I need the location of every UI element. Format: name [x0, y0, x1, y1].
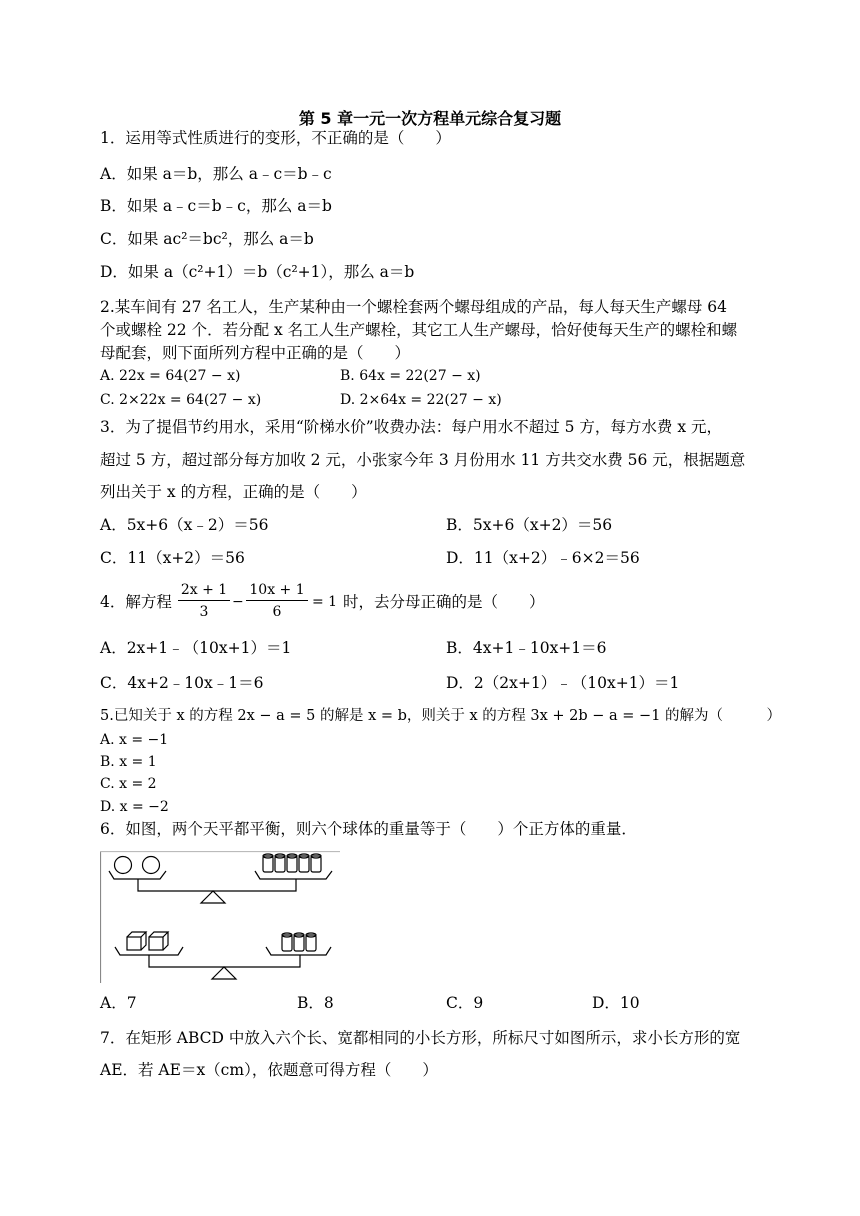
q4-stem-suffix: 时，去分母正确的是（ ） — [343, 593, 545, 611]
q4-fraction1-bar — [178, 600, 230, 601]
q5-option-b: B. x = 1 — [100, 754, 157, 770]
q2-option-b: B. 64x = 22(27 − x) — [340, 368, 481, 384]
q2-stem-line2: 个或螺栓 22 个．若分配 x 名工人生产螺栓，其它工人生产螺母，恰好使每天生产的螺栓和螺 — [100, 321, 738, 339]
q3-option-a: A．5x+6（x﹣2）＝56 — [100, 516, 269, 534]
q3-option-b: B．5x+6（x+2）＝56 — [446, 516, 613, 534]
q4-minus-sign: − — [232, 594, 244, 610]
q4-fraction1-denominator: 3 — [199, 604, 209, 620]
q5-option-a: A. x = −1 — [100, 732, 169, 748]
q3-option-d: D．11（x+2）﹣6×2＝56 — [446, 549, 640, 567]
q1-stem: 1．运用等式性质进行的变形，不正确的是（ ） — [100, 129, 451, 147]
q6-option-d: D．10 — [592, 994, 640, 1012]
q7-stem-line2: AE．若 AE＝x（cm），依题意可得方程（ ） — [100, 1061, 438, 1079]
q4-option-d: D．2（2x+1）﹣（10x+1）＝1 — [446, 674, 680, 692]
q4-fraction1-numerator: 2x + 1 — [180, 582, 228, 598]
q3-stem-line2: 超过 5 方，超过部分每方加收 2 元，小张家今年 3 月份用水 11 方共交水费 56 元，根据题意 — [100, 451, 746, 469]
q2-stem-line3: 母配套，则下面所列方程中正确的是（ ） — [100, 344, 411, 362]
sphere-icon — [143, 857, 160, 874]
balance-scales-figure — [100, 851, 340, 983]
q6-option-a: A．7 — [100, 994, 137, 1012]
q2-option-c: C. 2×22x = 64(27 − x) — [100, 392, 262, 408]
bottom-balance-scale — [115, 932, 331, 979]
page-title: 第 5 章一元一次方程单元综合复习题 — [298, 109, 562, 128]
q4-fraction2-denominator: 6 — [272, 604, 282, 620]
q2-stem-line1: 2.某车间有 27 名工人，生产某种由一个螺栓套两个螺母组成的产品，每人每天生产螺母 64 — [100, 298, 728, 316]
q5-option-d: D. x = −2 — [100, 799, 169, 815]
q1-option-d: D．如果 a（c²+1）＝b（c²+1），那么 a＝b — [100, 263, 415, 281]
top-balance-scale — [109, 854, 332, 903]
q6-stem: 6．如图，两个天平都平衡，则六个球体的重量等于（ ）个正方体的重量． — [100, 820, 637, 838]
q5-stem: 5.已知关于 x 的方程 2x − a = 5 的解是 x = b，则关于 x 的方程 3x + 2b − a = −1 的解为（ ） — [100, 708, 782, 724]
q4-equals-one: = 1 — [312, 594, 338, 610]
q4-option-a: A．2x+1﹣（10x+1）＝1 — [100, 639, 292, 657]
q2-option-d: D. 2×64x = 22(27 − x) — [340, 392, 502, 408]
q1-option-b: B．如果 a﹣c＝b﹣c，那么 a＝b — [100, 197, 332, 215]
q5-option-c: C. x = 2 — [100, 776, 157, 792]
q6-option-b: B．8 — [297, 994, 334, 1012]
cube-icons — [127, 932, 168, 950]
q4-option-c: C．4x+2﹣10x﹣1＝6 — [100, 674, 264, 692]
sphere-icon — [115, 857, 132, 874]
q4-stem-prefix: 4．解方程 — [100, 593, 172, 611]
cylinder-icons — [282, 933, 316, 951]
q4-fraction2-numerator: 10x + 1 — [249, 582, 305, 598]
cylinder-icons — [263, 854, 321, 872]
q4-option-b: B．4x+1﹣10x+1＝6 — [446, 639, 607, 657]
q1-option-a: A．如果 a＝b，那么 a﹣c＝b﹣c — [100, 165, 332, 183]
q1-option-c: C．如果 ac²＝bc²，那么 a＝b — [100, 230, 314, 248]
q2-option-a: A. 22x = 64(27 − x) — [100, 368, 241, 384]
q3-option-c: C．11（x+2）＝56 — [100, 549, 245, 567]
q3-stem-line1: 3．为了提倡节约用水，采用“阶梯水价”收费办法：每户用水不超过 5 方，每方水费 x 元， — [100, 418, 723, 436]
q7-stem-line1: 7．在矩形 ABCD 中放入六个长、宽都相同的小长方形，所标尺寸如图所示，求小长方形的宽 — [100, 1029, 741, 1047]
q4-fraction2-bar — [246, 600, 308, 601]
q6-option-c: C．9 — [446, 994, 484, 1012]
q3-stem-line3: 列出关于 x 的方程，正确的是（ ） — [100, 483, 367, 501]
